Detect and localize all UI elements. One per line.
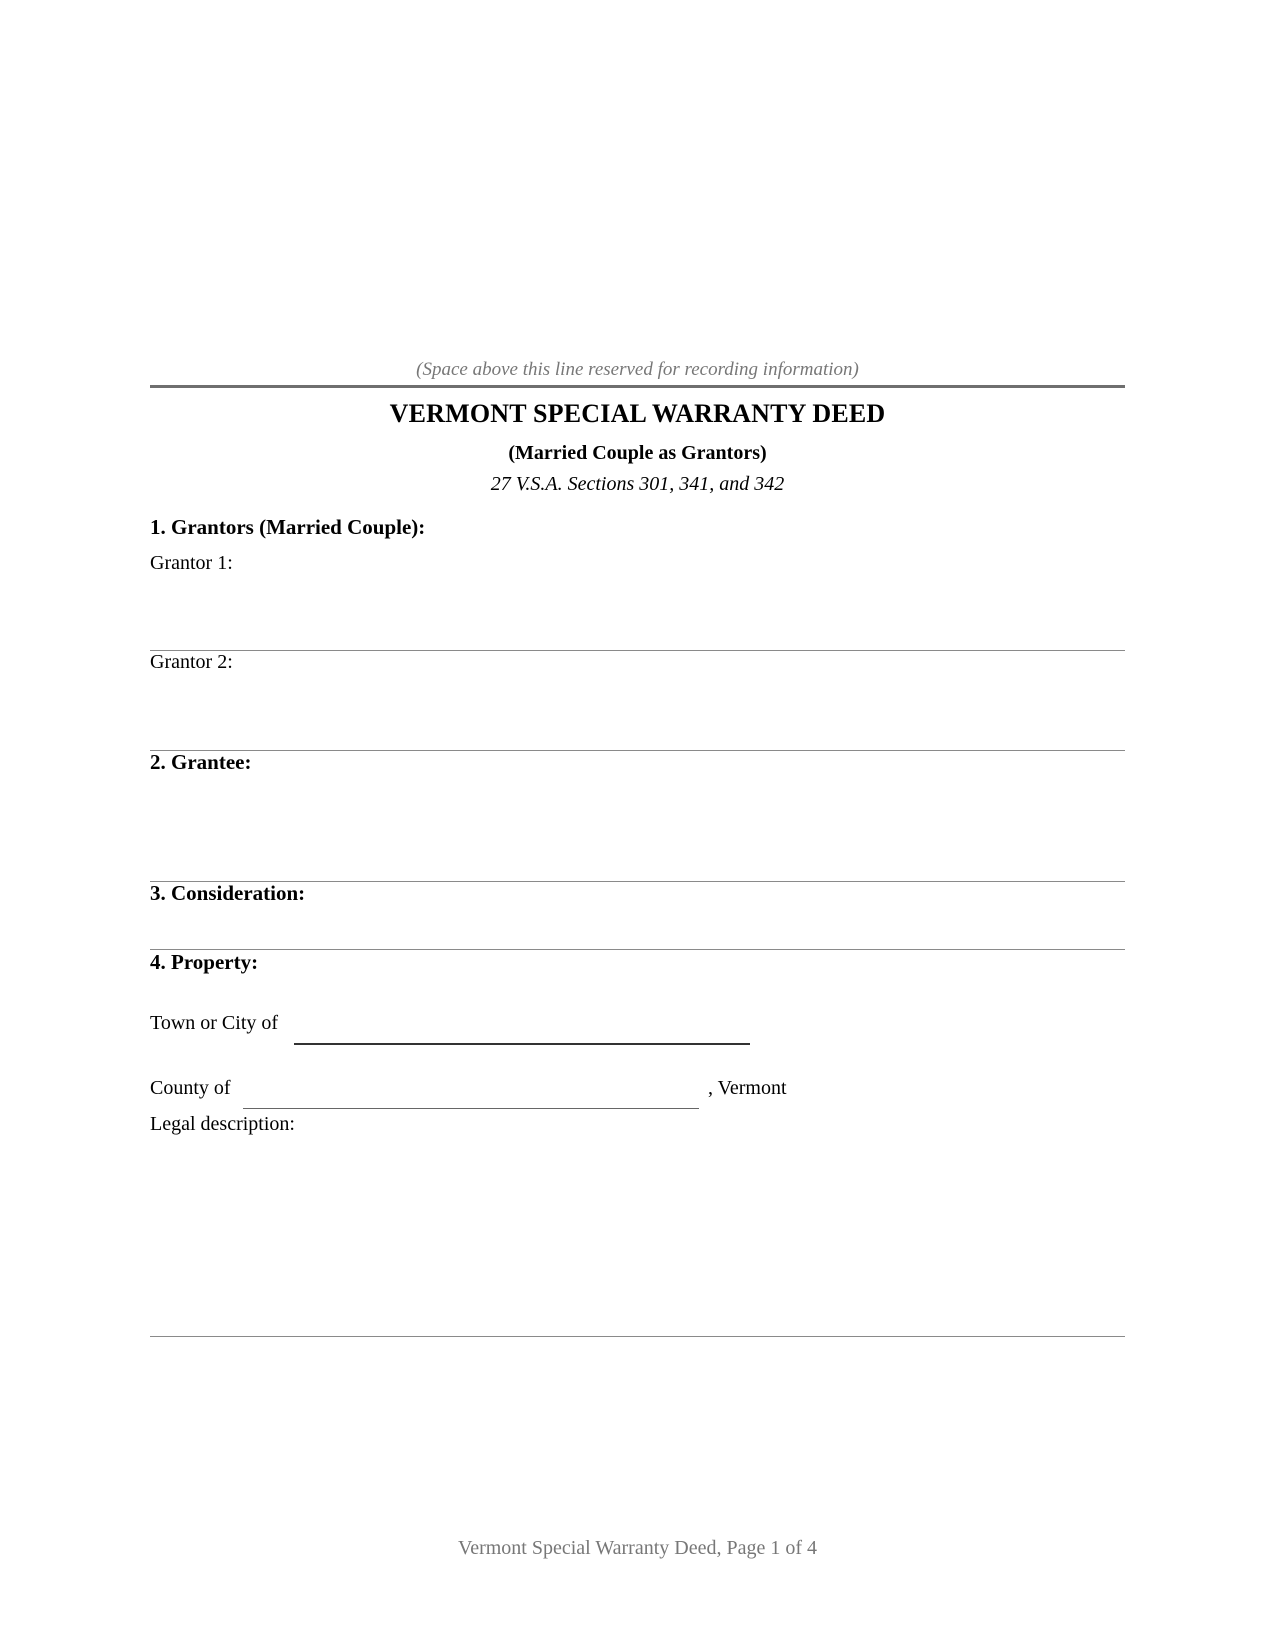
town-input-line[interactable]	[294, 1043, 750, 1045]
county-input-line[interactable]	[243, 1108, 699, 1109]
property-heading: 4. Property:	[150, 950, 259, 974]
consideration-line[interactable]	[150, 949, 1125, 950]
recording-space-note: (Space above this line reserved for recording information)	[416, 359, 859, 380]
grantor-2-label: Grantor 2:	[150, 651, 233, 673]
grantor-2-line[interactable]	[150, 750, 1125, 751]
recording-divider	[150, 385, 1125, 388]
statute-citation: 27 V.S.A. Sections 301, 341, and 342	[490, 473, 785, 495]
grantor-1-line[interactable]	[150, 650, 1125, 651]
document-title: VERMONT SPECIAL WARRANTY DEED	[389, 399, 886, 428]
grantee-heading: 2. Grantee:	[150, 750, 252, 774]
county-label: County of	[150, 1077, 231, 1099]
legal-description-label: Legal description:	[150, 1113, 295, 1135]
document-subtitle: (Married Couple as Grantors)	[508, 442, 767, 464]
county-suffix: , Vermont	[708, 1077, 787, 1099]
grantor-1-label: Grantor 1:	[150, 552, 233, 574]
legal-description-line[interactable]	[150, 1336, 1125, 1337]
page-footer: Vermont Special Warranty Deed, Page 1 of 4	[457, 1537, 818, 1559]
town-label: Town or City of	[150, 1012, 279, 1034]
consideration-heading: 3. Consideration:	[150, 881, 306, 905]
grantors-heading: 1. Grantors (Married Couple):	[150, 515, 426, 539]
